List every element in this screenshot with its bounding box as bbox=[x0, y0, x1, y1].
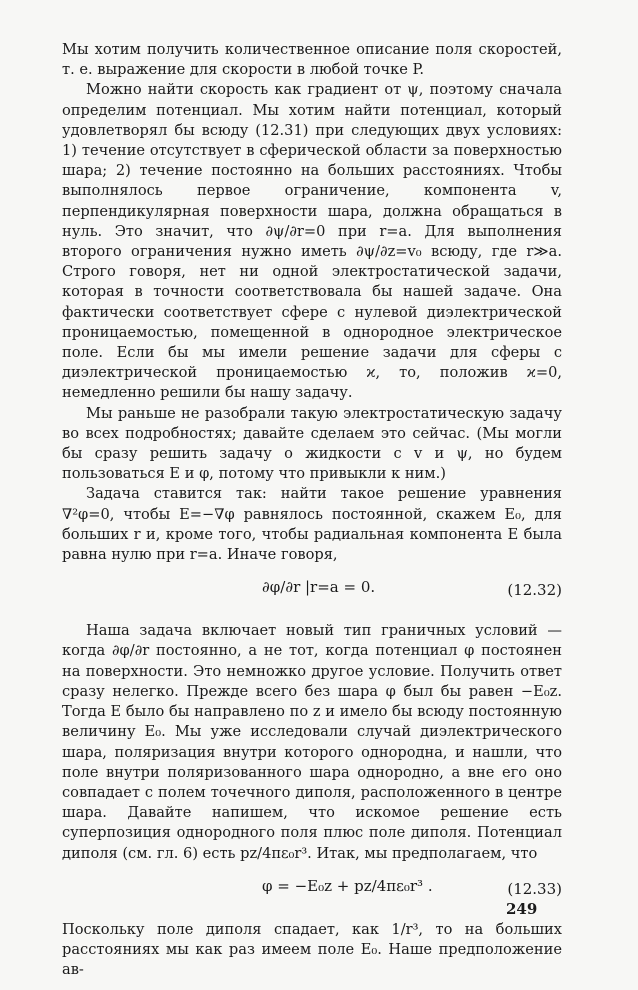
equation-12-32-body: ∂φ/∂r |r=a = 0. bbox=[262, 578, 376, 597]
equation-12-33 bbox=[62, 870, 562, 910]
equation-12-32-number: (12.32) bbox=[507, 581, 562, 600]
paragraph-5: Наша задача включает новый тип граничных условий — когда ∂φ/∂r постоянно, а не тот, когда потенциал φ постоянен на поверхности. Это немножко другое условие. Получить ответ сразу нелегко. Прежде всего без шара φ был бы равен −E₀z. Тогда E было бы направлено по z и имело бы всюду постоянную величину E₀. Мы уже исследовали случай диэлектрического шара, поляризация внутри которого однородна, и нашли, что поле внутри поляризованного шара однородно, а вне его оно совпадает с полем точечного диполя, расположенного в центре шара. Давайте напишем, что искомое решение есть суперпозиция однородного поля плюс поле диполя. Потенциал диполя (см. гл. 6) есть pz/4πε₀r³. Итак, мы предполагаем, что bbox=[62, 622, 562, 862]
equation-12-32 bbox=[62, 571, 562, 611]
equation-12-33-body: φ = −E₀z + pz/4πε₀r³ . bbox=[262, 876, 433, 895]
text-column bbox=[62, 40, 562, 980]
paragraph-2: Можно найти скорость как градиент от ψ, поэтому сначала определим потенциал. Мы хотим найти потенциал, который удовлетворял бы всюду (12.31) при следующих двух условиях: 1) течение отсутствует в сферической области за поверхностью шара; 2) течение постоянно на больших расстояниях. Чтобы выполнялось первое ограничение, компонента v, перпендикулярная поверхности шара, должна обращаться в нуль. Это значит, что ∂ψ/∂r=0 при r=a. Для выполнения второго ограничения нужно иметь ∂ψ/∂z=v₀ всюду, где r≫a. Строго говоря, нет ни одной электростатической задачи, которая в точности соответствовала бы нашей задаче. Она фактически соответствует сфере с нулевой диэлектрической проницаемостью, помещенной в однородное электрическое поле. Если бы мы имели решение задачи для сферы с диэлектрической проницаемостью ϰ, то, положив ϰ=0, немедленно решили бы нашу задачу. bbox=[62, 81, 562, 402]
page-number: 249 bbox=[506, 900, 538, 918]
paragraph-4: Задача ставится так: найти такое решение уравнения ∇²φ=0, чтобы E=−∇φ равнялось постоянной, скажем E₀, для больших r и, кроме того, чтобы радиальная компонента E была равна нулю при r=a. Иначе говоря, bbox=[62, 485, 562, 564]
paragraph-1: Мы хотим получить количественное описание поля скоростей, т. е. выражение для скорости в любой точке P. bbox=[62, 41, 562, 79]
equation-12-33-number: (12.33) bbox=[507, 879, 562, 898]
paragraph-3: Мы раньше не разобрали такую электростатическую задачу во всех подробностях; давайте сделаем это сейчас. (Мы могли бы сразу решить задачу о жидкости с v и ψ, но будем пользоваться E и φ, потому что привыкли к ним.) bbox=[62, 404, 562, 483]
paragraph-6: Поскольку поле диполя спадает, как 1/r³, то на больших расстояниях мы как раз имеем поле E₀. Наше предположение ав- bbox=[62, 920, 562, 979]
